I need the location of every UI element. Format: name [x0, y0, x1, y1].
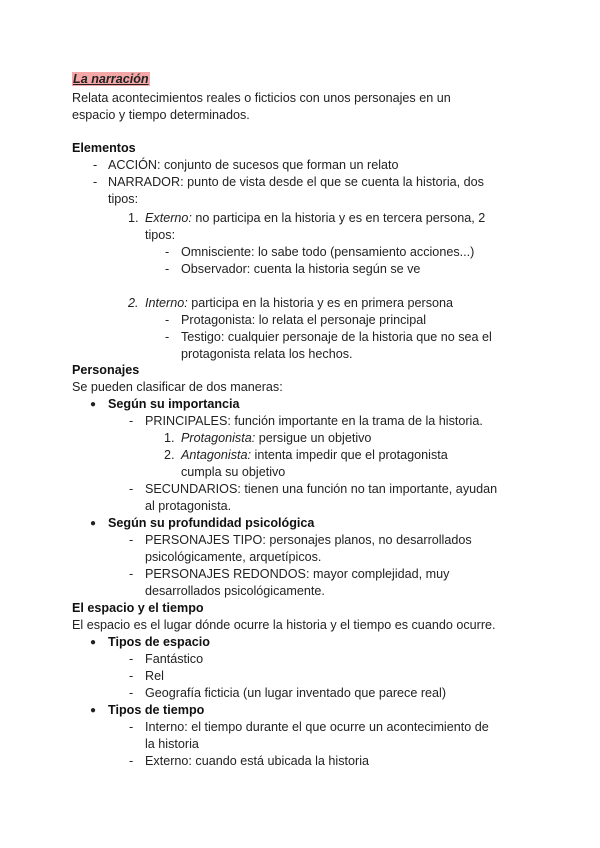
- dash-marker: -: [165, 245, 170, 259]
- heading-personajes: Personajes: [72, 363, 140, 377]
- item-interno-tiempo-cont: la historia: [145, 737, 199, 751]
- list-number: 2.: [164, 448, 175, 462]
- item-tipo-cont: psicológicamente, arquetípicos.: [145, 550, 322, 564]
- item-principales: PRINCIPALES: función importante en la trama de la historia.: [145, 414, 483, 428]
- dash-marker: -: [129, 567, 134, 581]
- item-redondos-cont: desarrollados psicológicamente.: [145, 584, 325, 598]
- item-observador: Observador: cuenta la historia según se ve: [181, 262, 421, 276]
- item-narrador-1: NARRADOR: punto de vista desde el que se cuenta la historia, dos: [108, 175, 484, 189]
- item-accion: ACCIÓN: conjunto de sucesos que forman un relato: [108, 158, 399, 172]
- item-antago-cont: cumpla su objetivo: [181, 465, 286, 479]
- item-redondos: PERSONAJES REDONDOS: mayor complejidad, muy: [145, 567, 450, 581]
- dash-marker: -: [93, 158, 98, 172]
- item-testigo: Testigo: cualquier personaje de la historia que no sea el: [181, 330, 492, 344]
- dash-marker: -: [93, 175, 98, 189]
- dash-marker: -: [165, 330, 170, 344]
- bullet-marker: ●: [90, 399, 97, 410]
- list-number: 1.: [164, 431, 175, 445]
- item-secundarios: SECUNDARIOS: tienen una función no tan importante, ayudan: [145, 482, 498, 496]
- item-protagonista: Protagonista: lo relata el personaje principal: [181, 313, 427, 327]
- item-tipo: PERSONAJES TIPO: personajes planos, no desarrollados: [145, 533, 472, 547]
- title: La narración: [73, 72, 149, 86]
- item-fantastico: Fantástico: [145, 652, 204, 666]
- item-antago: Antagonista: intenta impedir que el protagonista: [181, 448, 448, 462]
- group-espacio: Tipos de espacio: [108, 635, 210, 649]
- item-secundarios-cont: al protagonista.: [145, 499, 232, 513]
- dash-marker: -: [129, 482, 134, 496]
- item-externo-tiempo: Externo: cuando está ubicada la historia: [145, 754, 370, 768]
- intro-line-2: espacio y tiempo determinados.: [72, 108, 250, 122]
- personajes-intro: Se pueden clasificar de dos maneras:: [72, 380, 283, 394]
- heading-espacio-tiempo: El espacio y el tiempo: [72, 601, 204, 615]
- bullet-marker: ●: [90, 518, 97, 529]
- dash-marker: -: [129, 533, 134, 547]
- bullet-marker: ●: [90, 705, 97, 716]
- dash-marker: -: [129, 686, 134, 700]
- item-narrador-2: tipos:: [108, 192, 139, 206]
- list-number: 2.: [128, 296, 139, 310]
- dash-marker: -: [165, 313, 170, 327]
- group-psicologica: Según su profundidad psicológica: [108, 516, 315, 530]
- espacio-tiempo-intro: El espacio es el lugar dónde ocurre la historia y el tiempo es cuando ocurre.: [72, 618, 496, 632]
- heading-elementos: Elementos: [72, 141, 136, 155]
- item-interno: Interno: participa en la historia y es en primera persona: [145, 296, 454, 310]
- item-externo-cont: tipos:: [145, 228, 176, 242]
- item-omnisciente: Omnisciente: lo sabe todo (pensamiento acciones...): [181, 245, 475, 259]
- dash-marker: -: [129, 669, 134, 683]
- bullet-marker: ●: [90, 637, 97, 648]
- group-tiempo: Tipos de tiempo: [108, 703, 205, 717]
- item-prota: Protagonista: persigue un objetivo: [181, 431, 372, 445]
- dash-marker: -: [129, 652, 134, 666]
- dash-marker: -: [129, 720, 134, 734]
- group-importancia: Según su importancia: [108, 397, 240, 411]
- dash-marker: -: [129, 414, 134, 428]
- item-rel: Rel: [145, 669, 164, 683]
- item-externo: Externo: no participa en la historia y es en tercera persona, 2: [145, 211, 486, 225]
- item-geografia: Geografía ficticia (un lugar inventado que parece real): [145, 686, 447, 700]
- item-interno-tiempo: Interno: el tiempo durante el que ocurre un acontecimiento de: [145, 720, 489, 734]
- list-number: 1.: [128, 211, 139, 225]
- item-testigo-cont: protagonista relata los hechos.: [181, 347, 353, 361]
- dash-marker: -: [165, 262, 170, 276]
- intro-line-1: Relata acontecimientos reales o ficticios con unos personajes en un: [72, 91, 451, 105]
- dash-marker: -: [129, 754, 134, 768]
